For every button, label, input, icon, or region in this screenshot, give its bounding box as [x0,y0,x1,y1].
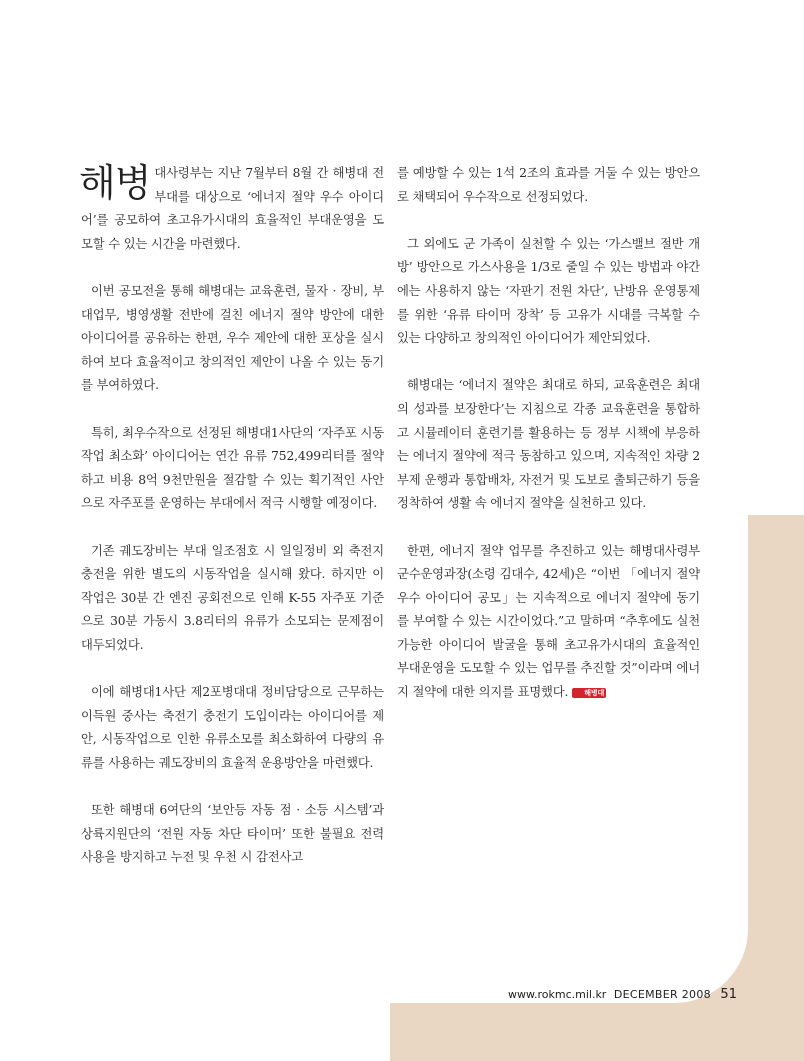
article-paragraph: 이번 공모전을 통해 해병대는 교육훈련, 물자 · 장비, 부대업무, 병영생활 전반에 걸친 에너지 절약 방안에 대한 아이디어를 공유하는 한편, 우수 제안에 대한 포상을 실시하여 보다 효율적이고 창의적인 제안이 나올 수 있는 동기를 부여하였다. [81,283,384,393]
footer-url: www.rokmc.mil.kr [508,988,607,1001]
article-paragraph: 특히, 최우수작으로 선정된 해병대1사단의 ‘자주포 시동작업 최소화’ 아이디어는 연간 유류 752,499리터를 절약하고 비용 8억 9천만원을 절감할 수 있는 획기적인 사안으로 자주포를 운영하는 부대에서 적극 시행할 예정이다. [81,425,384,511]
paragraph-text: 한편, 에너지 절약 업무를 추진하고 있는 해병대사령부 군수운영과장(소령 김대수, 42세)은 “이번 「에너지 절약 우수 아이디어 공모」는 지속적으로 에너지 절약에 동기를 부여할 수 있는 시간이었다.”고 말하며 “추후에도 실천 가능한 아이디어 발굴을 통해 초고유가시대의 효율적인 부대운영을 도모할 수 있는 업무를 추진할 것”이라며 에너지 절약에 대한 의지를 표명했다. [397,543,700,700]
article-paragraph: 그 외에도 군 가족이 실천할 수 있는 ‘가스밸브 절반 개방’ 방안으로 가스사용을 1/3로 줄일 수 있는 방법과 야간에는 사용하지 않는 ‘자판기 전원 차단’, 난방유 운영통제를 위한 ‘유류 타이머 장착’ 등 고유가 시대를 극복할 수 있는 다양하고 창의적인 아이디어가 제안되었다. [397,236,700,346]
footer-issue-date: DECEMBER 2008 [613,988,711,1001]
article-paragraph [81,162,384,256]
article-paragraph: 를 예방할 수 있는 1석 2조의 효과를 거둘 수 있는 방안으로 채택되어 우수작으로 선정되었다. [397,166,700,204]
article-paragraph: 기존 궤도장비는 부대 일조점호 시 일일정비 외 축전지 충전을 위한 별도의 시동작업을 실시해 왔다. 하지만 이 작업은 30분 간 엔진 공회전으로 인해 K-55 자주포 기준으로 30분 가동시 3.8리터의 유류가 소모되는 문제점이 대두되었다. [81,543,384,652]
drop-cap: 해병 [79,161,151,205]
paragraph-text: 대사령부는 지난 7월부터 8월 간 해병대 전 부대를 대상으로 ‘에너지 절약 우수 아이디어’를 공모하여 초고유가시대의 효율적인 부대운영을 도모할 수 있는 시간을 마련했다. [81,166,384,251]
article-paragraph [397,540,700,705]
page-number: 51 [720,987,737,1002]
page-footer [508,987,737,1002]
article-column-left [81,162,384,893]
article-paragraph: 해병대는 ‘에너지 절약은 최대로 하되, 교육훈련은 최대의 성과를 보장한다’는 지침으로 각종 교육훈련을 통합하고 시뮬레이터 훈련기를 활용하는 등 정부 시책에 부응하는 에너지 절약에 적극 동참하고 있으며, 지속적인 차량 2부제 운행과 통합배차, 자전거 및 도보로 출퇴근하기 등을 정착하여 생활 속 에너지 절약을 실천하고 있다. [397,378,700,511]
article-column-right [397,162,700,728]
article-paragraph: 또한 해병대 6여단의 ‘보안등 자동 점 · 소등 시스템’과 상륙지원단의 ‘전원 자동 차단 타이머’ 또한 불필요 전력사용을 방지하고 누전 및 우천 시 감전사고 [81,803,384,865]
article-paragraph: 이에 해병대1사단 제2포병대대 정비담당으로 근무하는 이득원 중사는 축전기 충전기 도입이라는 아이디어를 제안, 시동작업으로 인한 유류소모를 최소화하여 다량의 유류를 사용하는 궤도장비의 효율적 운용방안을 마련했다. [81,685,384,770]
end-mark-logo: 해병대 [572,688,606,698]
